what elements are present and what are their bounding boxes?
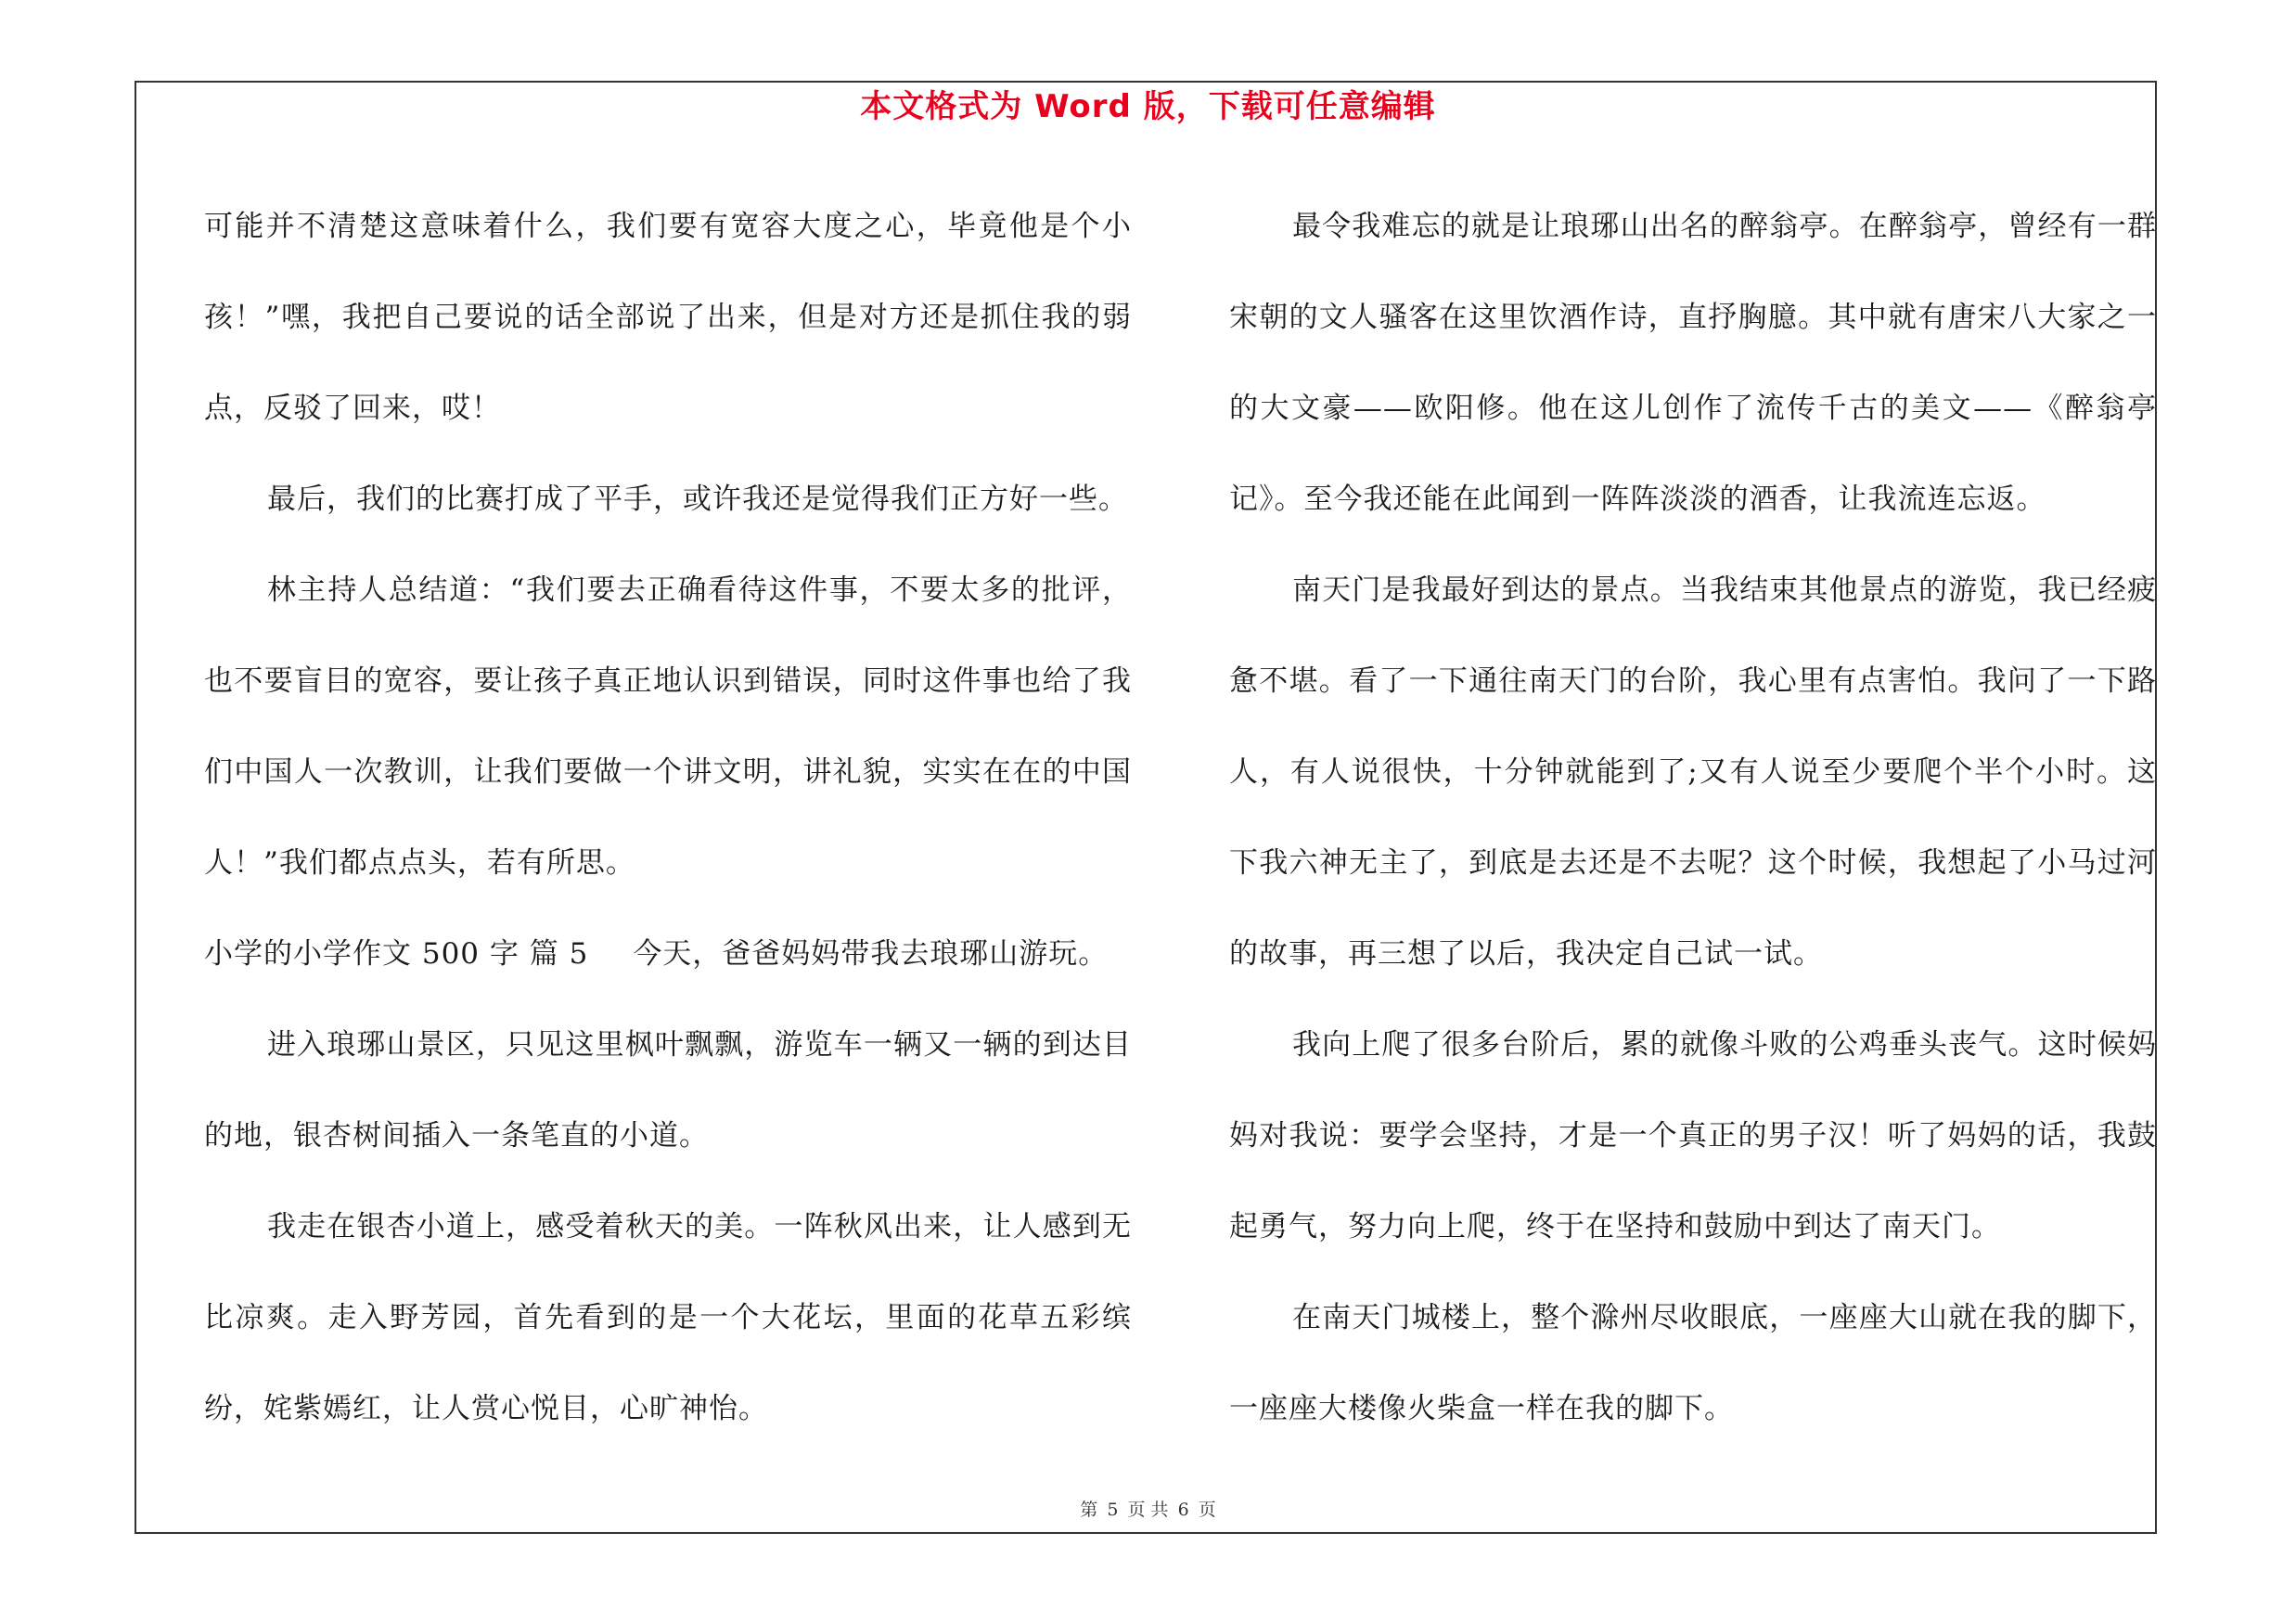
- page-total: 6: [1177, 1500, 1189, 1520]
- page-number: 5: [1107, 1500, 1119, 1520]
- paragraph: 在南天门城楼上，整个滁州尽收眼底，一座座大山就在我的脚下，一座座大楼像火柴盒一样在我的脚下。: [1229, 1301, 2157, 1425]
- essay-heading: 小学的小学作文 500 字 篇 5: [204, 937, 589, 971]
- paragraph: 进入琅琊山景区，只见这里枫叶飘飘，游览车一辆又一辆的到达目的地，银杏树间插入一条笔直的小道。: [204, 1028, 1132, 1153]
- essay-heading-line: [204, 908, 1132, 999]
- paragraph: 林主持人总结道：“我们要去正确看待这件事，不要太多的批评，也不要盲目的宽容，要让孩子真正地认识到错误，同时这件事也给了我们中国人一次教训，让我们要做一个讲文明，讲礼貌，实实在在的中国人！”我们都点点头，若有所思。: [204, 573, 1132, 880]
- paragraph: 南天门是我最好到达的景点。当我结束其他景点的游览，我已经疲惫不堪。看了一下通往南天门的台阶，我心里有点害怕。我问了一下路人，有人说很快，十分钟就能到了;又有人说至少要爬个半个小时。这下我六神无主了，到底是去还是不去呢？这个时候，我想起了小马过河的故事，再三想了以后，我决定自己试一试。: [1229, 573, 2157, 971]
- footer-suffix: 页: [1198, 1500, 1216, 1520]
- right-column: [1229, 181, 2157, 1454]
- paragraph: 我向上爬了很多台阶后，累的就像斗败的公鸡垂头丧气。这时候妈妈对我说：要学会坚持，才是一个真正的男子汉！听了妈妈的话，我鼓起勇气，努力向上爬，终于在坚持和鼓励中到达了南天门。: [1229, 1028, 2157, 1243]
- page-footer: [0, 1496, 2296, 1521]
- left-column: [204, 181, 1132, 1454]
- paragraph: 最后，我们的比赛打成了平手，或许我还是觉得我们正方好一些。: [267, 483, 1128, 516]
- paragraph: 我走在银杏小道上，感受着秋天的美。一阵秋风出来，让人感到无比凉爽。走入野芳园，首先看到的是一个大花坛，里面的花草五彩缤纷，姹紫嫣红，让人赏心悦目，心旷神怡。: [204, 1210, 1132, 1425]
- paragraph: 最令我难忘的就是让琅琊山出名的醉翁亭。在醉翁亭，曾经有一群宋朝的文人骚客在这里饮酒作诗，直抒胸臆。其中就有唐宋八大家之一的大文豪——欧阳修。他在这儿创作了流传千古的美文——《醉翁亭记》。至今我还能在此闻到一阵阵淡淡的酒香，让我流连忘返。: [1229, 210, 2157, 516]
- format-banner: 本文格式为 Word 版，下载可任意编辑: [860, 88, 1436, 125]
- paragraph: 今天，爸爸妈妈带我去琅琊山游玩。: [633, 937, 1109, 971]
- footer-prefix: 第: [1080, 1500, 1098, 1520]
- footer-middle: 页 共: [1127, 1500, 1169, 1520]
- paragraph: 可能并不清楚这意味着什么，我们要有宽容大度之心，毕竟他是个小孩！”嘿，我把自己要说的话全部说了出来，但是对方还是抓住我的弱点，反驳了回来，哎！: [204, 210, 1132, 425]
